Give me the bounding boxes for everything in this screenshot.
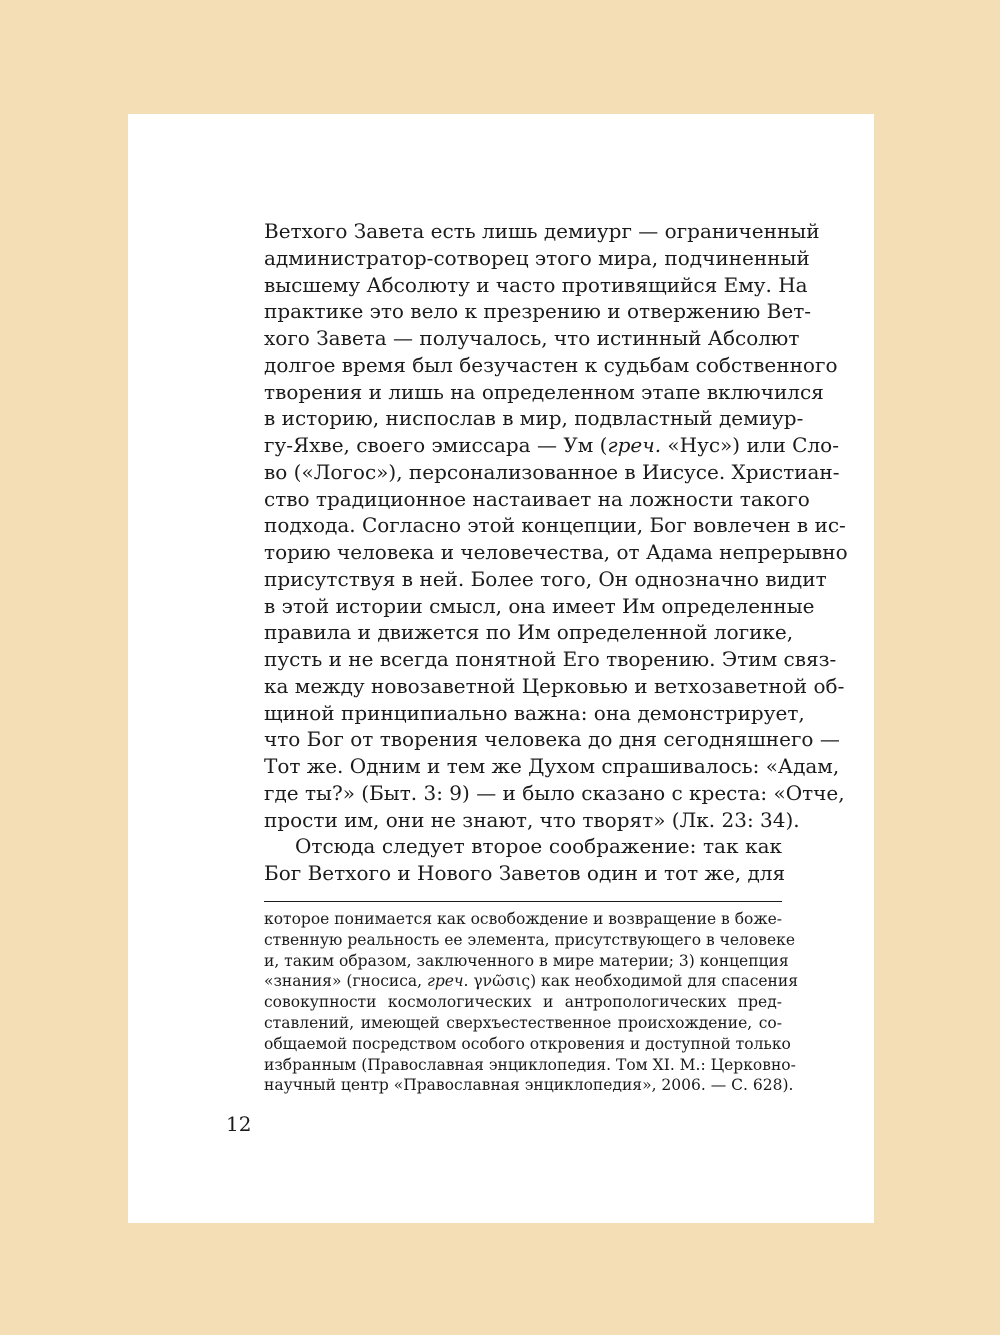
footnote-line-head: «знания» (гносиса,	[264, 972, 427, 991]
text-line: щиной принципиально важна: она демонстрирует,	[264, 700, 805, 725]
text-line: хого Завета — получалось, что истинный Абсолют	[264, 326, 800, 350]
footnote-line: избранным (Православная энциклопедия. Том XI. М.: Церковно-	[264, 1055, 796, 1074]
text-line: Ветхого Завета есть лишь демиург — ограниченный	[264, 219, 820, 243]
footnote-line: которое понимается как освобождение и возвращение в боже-	[264, 910, 783, 928]
footnote	[264, 909, 798, 1096]
footnote-line: и, таким образом, заключенного в мире материи; 3) концепция	[264, 951, 789, 970]
text-line: пусть и не всегда понятной Его творению. Этим связ-	[264, 647, 837, 671]
main-text	[264, 218, 848, 887]
text-line: что Бог от творения человека до дня сегодняшнего —	[264, 727, 840, 752]
text-line: прости им, они не знают, что творят» (Лк. 23: 34).	[264, 807, 800, 832]
footnote-divider	[264, 901, 782, 902]
text-line: ство традиционное настаивает на ложности такого	[264, 486, 810, 511]
text-line: присутствуя в ней. Более того, Он однозначно видит	[264, 566, 827, 591]
footnote-line: совокупности космологических и антропологических пред-	[264, 993, 782, 1012]
text-line: творения и лишь на определенном этапе включился	[264, 379, 824, 404]
text-line: в историю, ниспослав в мир, подвластный демиур-	[264, 406, 804, 431]
page-number: 12	[226, 1112, 252, 1136]
footnote-line	[264, 971, 798, 992]
text-line: в этой истории смысл, она имеет Им определенные	[264, 593, 815, 618]
text-line: администратор-сотворец этого мира, подчиненный	[264, 245, 810, 270]
text-line	[264, 432, 839, 459]
text-line-tail: «Нус») или Сло-	[661, 433, 839, 457]
book-page	[128, 114, 874, 1223]
text-line: во («Логос»), персонализованное в Иисусе. Христиан-	[264, 459, 840, 484]
italic-abbreviation: греч.	[426, 972, 469, 991]
footnote-line: ственную реальность ее элемента, присутствующего в человеке	[264, 930, 795, 949]
footnote-line: научный центр «Православная энциклопедия», 2006. — С. 628).	[264, 1076, 794, 1095]
text-line: высшему Абсолюту и часто противящийся Ему. На	[264, 272, 808, 297]
italic-abbreviation: греч.	[607, 433, 662, 457]
text-line: Бог Ветхого и Нового Заветов один и тот же, для	[264, 861, 786, 885]
paragraph-start-line: Отсюда следует второе соображение: так как	[295, 834, 782, 859]
footnote-line: общаемой посредством особого откровения и доступной только	[264, 1034, 791, 1053]
text-line: ка между новозаветной Церковью и ветхозаветной об-	[264, 673, 845, 698]
text-line: долгое время был безучастен к судьбам собственного	[264, 352, 838, 377]
text-line-head: гу-Яхве, своего эмиссара — Ум (	[264, 433, 608, 457]
text-line: торию человека и человечества, от Адама непрерывно	[264, 540, 848, 564]
footnote-line-tail: γνῶσις) как необходимой для спасения	[468, 972, 798, 991]
footnote-line: ставлений, имеющей сверхъестественное происхождение, со-	[264, 1013, 782, 1032]
text-line: практике это вело к презрению и отвержению Вет-	[264, 299, 812, 324]
text-line: Тот же. Одним и тем же Духом спрашивалось: «Адам,	[264, 754, 840, 778]
text-line: правила и движется по Им определенной логике,	[264, 620, 794, 645]
text-line: подхода. Согласно этой концепции, Бог вовлечен в ис-	[264, 513, 846, 538]
text-line: где ты?» (Быт. 3: 9) — и было сказано с креста: «Отче,	[264, 780, 845, 805]
